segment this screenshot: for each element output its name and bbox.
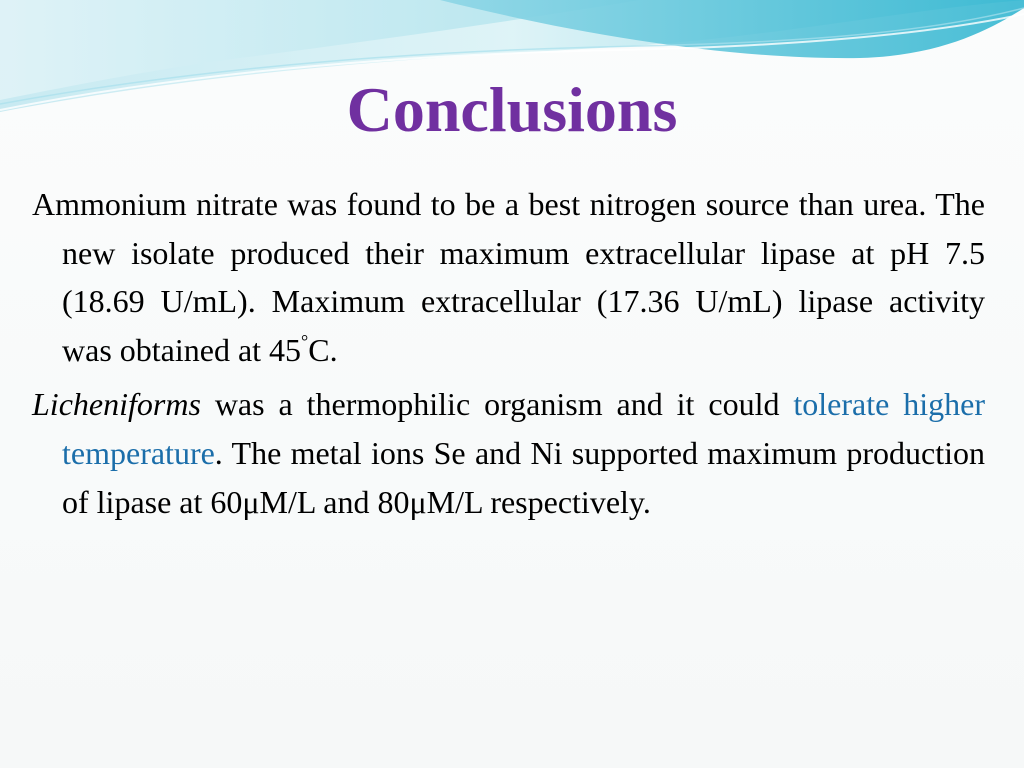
- conclusion-paragraph-1: [32, 180, 985, 374]
- organism-name: Licheniforms: [32, 386, 201, 423]
- conclusion-paragraph-2: [32, 380, 985, 526]
- slide-title: Conclusions: [346, 74, 678, 145]
- paragraph-2-end: . The metal ions Se and Ni supported maximum production of lipase at 60μM/L and 80μM/L respectively.: [62, 434, 985, 520]
- slide-body: [32, 180, 985, 532]
- paragraph-1-text: Ammonium nitrate was found to be a best nitrogen source than urea. The new isolate produced their maximum extracellular lipase at pH 7.5 (18.69 U/mL). Maximum extracellular (17.36 U/mL) lipase activity was obtained at 45: [32, 186, 985, 368]
- degree-symbol: °: [301, 330, 309, 351]
- paragraph-1-end: C.: [308, 331, 338, 368]
- highlighted-phrase: tolerate higher temperature: [62, 386, 986, 471]
- paragraph-2-text: was a thermophilic organism and it could: [200, 386, 794, 423]
